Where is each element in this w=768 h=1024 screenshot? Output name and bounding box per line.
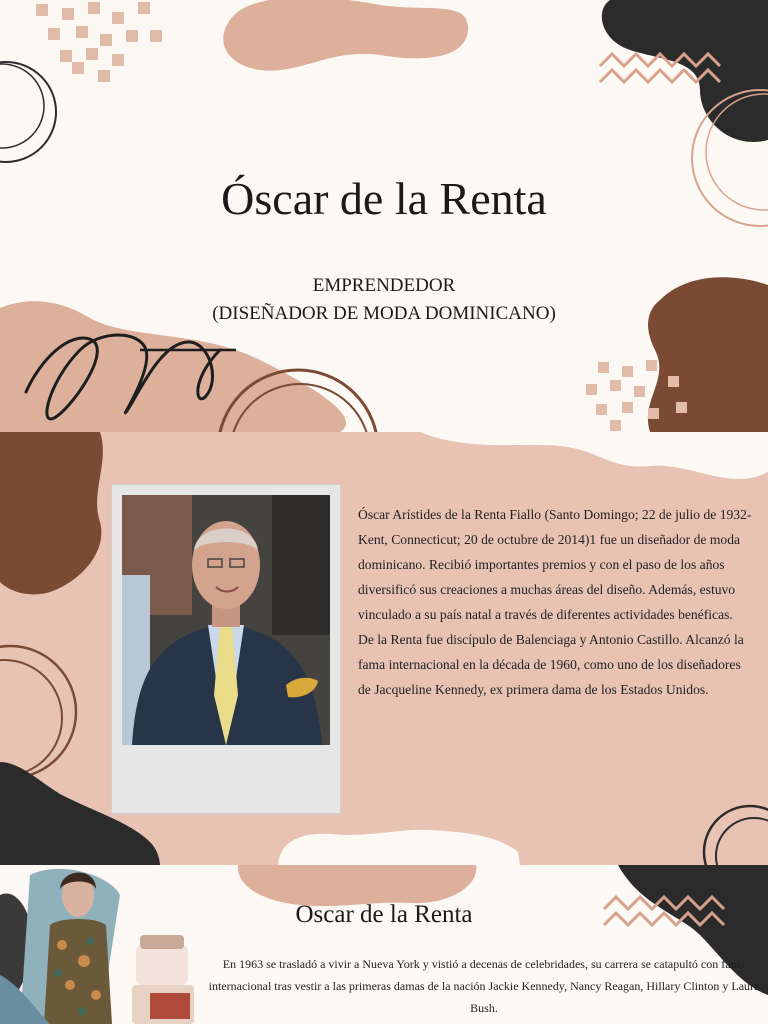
biography-slide (0, 432, 768, 865)
fashion-collage (0, 865, 210, 1024)
portrait-frame (111, 484, 341, 814)
portrait-illustration (122, 495, 330, 745)
page-title: Óscar de la Renta (221, 173, 547, 224)
title-slide (0, 0, 768, 432)
section-title: Oscar de la Renta (295, 901, 473, 928)
biography-text: Óscar Arístides de la Renta Fiallo (Santo Domingo; 22 de julio de 1932-Kent, Connecticut; 20 de octubre de 2014)1 fue un diseñador de moda dominicano. Recibió importantes premios y con el paso de los años diversificó sus creaciones a muchas áreas del diseño. Además, estuvo vinculado a su país natal a través de diferentes actividades benéficas. De la Renta fue discípulo de Balenciaga y Antonio Castillo. Alcanzó la fama internacional en la década de 1960, como uno de los diseñadores de Jacqueline Kennedy, ex primera dama de los Estados Unidos. (358, 507, 752, 697)
subtitle-line-1: EMPRENDEDOR (312, 275, 456, 296)
subtitle-line-2: (DISEÑADOR DE MODA DOMINICANO) (212, 303, 556, 324)
model-illustration (0, 865, 210, 1024)
career-slide (0, 865, 768, 1024)
portrait-photo (122, 495, 330, 745)
career-text: En 1963 se trasladó a vivir a Nueva York y vistió a decenas de celebridades, su carrera se catapultó con fama internacional tras vestir a las primeras damas de la nación Jackie Kennedy, Nancy Reagan, Hillary Clinton y Laura Bush. (208, 957, 760, 1015)
subtitle (0, 272, 768, 328)
